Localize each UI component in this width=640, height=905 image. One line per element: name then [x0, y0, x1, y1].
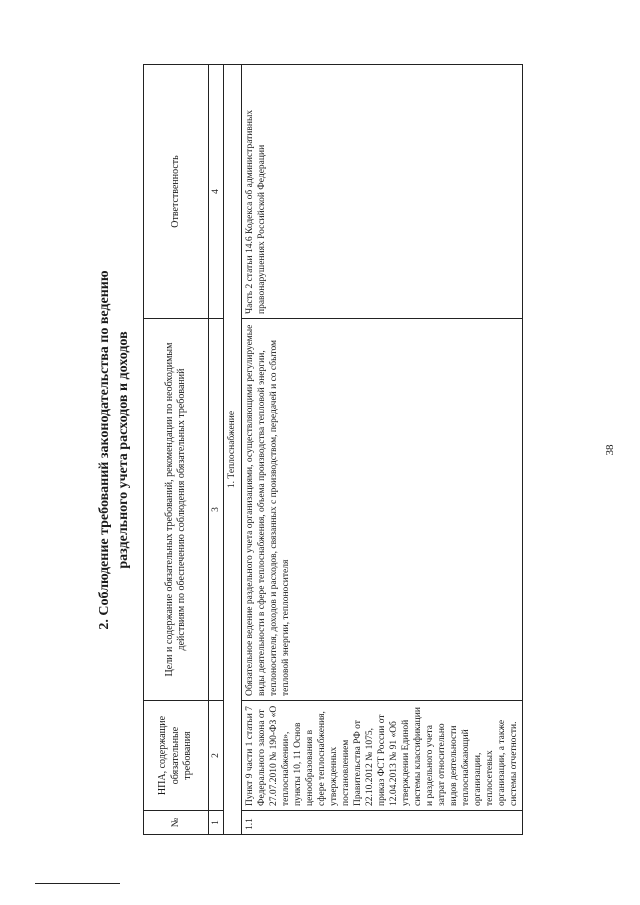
header-content: Цели и содержание обязательных требований, рекомендации по необходимым действиям по обеспечению соблюдения обязательных требований [144, 319, 209, 701]
section-title-line-1: 2. Соблюдение требований законодательства по ведению [97, 270, 112, 630]
row-number: 1.1 [242, 811, 523, 835]
header-npa: НПА, содержащие обязательные требования [144, 701, 209, 811]
section-row [224, 65, 242, 835]
section-title-line-2: раздельного учета расходов и доходов [116, 331, 131, 569]
column-number-row [209, 65, 224, 835]
header-number: № [144, 811, 209, 835]
row-liability: Часть 2 статьи 14.6 Кодекса об административных правонарушениях Российской Федерации [242, 65, 523, 319]
rotated-page-content [95, 65, 625, 835]
column-number: 2 [209, 701, 224, 811]
row-content: Обязательное ведение раздельного учета организациями, осуществляющими регулируемые виды деятельности в сфере теплоснабжения, объема производства тепловой энергии, теплоносителя, доходов и расходов, связанных с производством, передачей и со сбытом тепловой энергии, теплоносителя [242, 319, 523, 701]
table-row [242, 65, 523, 835]
section-title [95, 65, 145, 835]
header-liability: Ответственность [144, 65, 209, 319]
column-number: 3 [209, 319, 224, 701]
footnote-divider [35, 883, 120, 884]
row-npa: Пункт 9 части 1 статьи 7 Федерального закона от 27.07.2010 № 190-ФЗ «О теплоснабжении», пункты 10, 11 Основ ценообразования в сфере теплоснабжения, утвержденных постановлением Правительства РФ от 22.10.2012 № 1075, приказ ФСТ России от 12.04.2013 № 91 «Об утверждении Единой системы классификации и раздельного учета затрат относительно видов деятельности теплоснабжающий организации, теплосетевых организации, а также системы отчетности. [242, 701, 523, 811]
table-header-row [144, 65, 209, 835]
column-number: 1 [209, 811, 224, 835]
page-number: 38 [604, 444, 616, 456]
column-number: 4 [209, 65, 224, 319]
requirements-table [143, 64, 523, 835]
section-row-label: 1. Теплоснабжение [224, 65, 242, 835]
